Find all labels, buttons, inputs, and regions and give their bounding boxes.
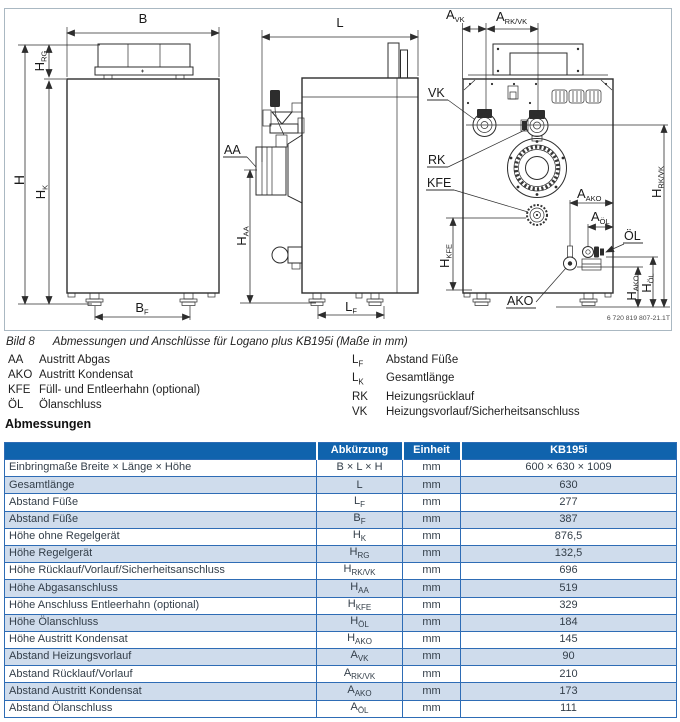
dim-hk [33, 81, 50, 304]
row-value-cell: 876,5 [461, 528, 677, 545]
port-label-aa [223, 143, 256, 167]
dimensions-table-body [5, 460, 677, 718]
svg-text:L: L [336, 15, 344, 30]
figure-caption [6, 336, 671, 348]
legend-left-column [8, 353, 338, 413]
drain-fitting [272, 247, 302, 269]
svg-text:HAKO: HAKO [624, 275, 641, 301]
abbreviation-subscript: RK/VK [351, 671, 376, 681]
row-value-cell: 111 [461, 700, 677, 717]
legend-description: Austritt Abgas [39, 354, 110, 366]
legend-abbreviation: AKO [8, 369, 33, 381]
row-label-cell: Höhe Ölanschluss [5, 614, 317, 631]
legend-item [352, 390, 678, 405]
row-value-cell: 132,5 [461, 545, 677, 562]
row-abbreviation-cell: $H_{RK/VK}$ [317, 563, 403, 580]
abbreviation-subscript: AKO [355, 637, 372, 647]
abbreviation-subscript: KFE [355, 602, 372, 612]
row-abbreviation-cell: B × L × H [317, 460, 403, 477]
header-cell-abbreviation: Abkürzung [317, 443, 403, 460]
vent-louvers [552, 90, 601, 103]
row-unit-cell: mm [403, 683, 461, 700]
svg-text:AVK: $A_{VK}$ [446, 7, 465, 24]
row-abbreviation-cell: $A_{VK}$ [317, 649, 403, 666]
flue-outlet [256, 135, 302, 203]
row-unit-cell: mm [403, 477, 461, 494]
table-row [5, 631, 677, 648]
row-abbreviation-cell: $H_{AA}$ [317, 580, 403, 597]
port-label-ako [506, 268, 566, 308]
dim-aoel [588, 209, 613, 246]
row-unit-cell: mm [403, 700, 461, 717]
row-value-cell: 329 [461, 597, 677, 614]
row-value-cell: 90 [461, 649, 677, 666]
row-value-cell: 696 [461, 563, 677, 580]
row-abbreviation-cell: $A_{ÖL}$ [317, 700, 403, 717]
row-unit-cell: mm [403, 614, 461, 631]
legend-abbreviation: $L_F$ [352, 354, 364, 369]
legend-description: Ölanschluss [39, 399, 102, 411]
legend-item [352, 405, 678, 420]
row-abbreviation-cell: $A_{RK/VK}$ [317, 666, 403, 683]
table-row [5, 460, 677, 477]
section-heading: Abmessungen [5, 417, 92, 431]
row-value-cell: 277 [461, 494, 677, 511]
abbreviation-subscript: F [360, 499, 365, 509]
table-row [5, 649, 677, 666]
abbreviation-subscript: AA [358, 585, 369, 595]
legend-right-column [352, 353, 678, 420]
row-abbreviation-cell: $H_{KFE}$ [317, 597, 403, 614]
legend-abbreviation-subscript: F [358, 359, 364, 369]
back-feet [464, 293, 611, 306]
row-unit-cell: mm [403, 494, 461, 511]
dimensions-table-head [5, 443, 677, 460]
table-row [5, 511, 677, 528]
table-row [5, 614, 677, 631]
abbreviation-subscript: AKO [354, 688, 372, 698]
legend-item [8, 353, 338, 368]
legend-abbreviation: RK [352, 390, 368, 403]
technical-drawing [0, 0, 680, 333]
header-cell-unit: Einheit [403, 443, 461, 460]
row-value-cell: 630 [461, 477, 677, 494]
front-view [11, 11, 219, 320]
legend-item [352, 353, 678, 371]
legend-abbreviation-subscript: K [358, 377, 364, 387]
row-label-cell: Gesamtlänge [5, 477, 317, 494]
row-abbreviation-cell: $B_F$ [317, 511, 403, 528]
vk-port [473, 109, 496, 137]
row-label-cell: Einbringmaße Breite × Länge × Höhe [5, 460, 317, 477]
svg-text:LF: LF [345, 299, 357, 316]
row-abbreviation-cell: $A_{AKO}$ [317, 683, 403, 700]
row-label-cell: Höhe Rücklauf/Vorlauf/Sicherheitsanschluss [5, 563, 317, 580]
svg-text:H: H [11, 174, 27, 186]
row-unit-cell: mm [403, 460, 461, 477]
table-row [5, 494, 677, 511]
row-label-cell: Höhe Regelgerät [5, 545, 317, 562]
port-label-kfe [426, 176, 528, 212]
row-unit-cell: mm [403, 597, 461, 614]
abbreviation-subscript: K [360, 534, 367, 544]
row-label-cell: Höhe ohne Regelgerät [5, 528, 317, 545]
burner-opening [508, 136, 567, 198]
header-cell-empty [5, 443, 317, 460]
dim-bf [95, 300, 190, 320]
dim-haa [234, 170, 316, 303]
row-unit-cell: mm [403, 649, 461, 666]
row-value-cell: 519 [461, 580, 677, 597]
dim-hkfe [437, 218, 526, 290]
table-row [5, 528, 677, 545]
figure-caption-number: Bild 8 [6, 336, 35, 348]
abbreviation-subscript: ÖL [358, 620, 369, 630]
dim-h [11, 45, 100, 304]
svg-text:HK: HK [33, 184, 50, 200]
row-unit-cell: mm [403, 563, 461, 580]
ako-port [564, 246, 577, 270]
svg-text:AÖL: $A_{ÖL}$ [591, 209, 610, 226]
svg-text:ÖL: ÖL [624, 229, 641, 243]
figure-caption-text: Abmessungen und Anschlüsse für Logano plus KB195i (Maße in mm) [52, 336, 408, 348]
svg-text:ARK/VK: $A_{RK/VK}$ [496, 9, 528, 26]
svg-text:KFE: KFE [427, 176, 452, 190]
port-label-oel [606, 229, 643, 252]
row-value-cell: 184 [461, 614, 677, 631]
drawing-number: 6 720 819 807-21.1T [606, 315, 670, 322]
row-unit-cell: mm [403, 666, 461, 683]
legend-description: Heizungsvorlauf/Sicherheitsanschluss [386, 405, 580, 418]
oil-port [582, 247, 604, 271]
svg-text:B: B [138, 11, 148, 26]
row-abbreviation-cell: L [317, 477, 403, 494]
row-unit-cell: mm [403, 631, 461, 648]
abbreviation-subscript: ÖL [357, 706, 369, 716]
dim-hrg [32, 45, 49, 77]
side-view [223, 15, 418, 319]
row-abbreviation-cell: $H_{ÖL}$ [317, 614, 403, 631]
dim-arkvk [487, 9, 538, 112]
row-value-cell: 387 [461, 511, 677, 528]
row-label-cell: Abstand Austritt Kondensat [5, 683, 317, 700]
row-abbreviation-cell: $L_F$ [317, 494, 403, 511]
svg-text:AKO: AKO [507, 294, 534, 308]
row-label-cell: Abstand Ölanschluss [5, 700, 317, 717]
legend-description: Gesamtlänge [386, 372, 455, 385]
row-abbreviation-cell: $H_{RG}$ [317, 545, 403, 562]
header-cell-model: KB195i [461, 443, 677, 460]
svg-text:RK: RK [428, 153, 446, 167]
safety-valve-assembly [263, 90, 304, 135]
dim-l [262, 15, 418, 162]
table-row [5, 683, 677, 700]
legend-description: Abstand Füße [386, 354, 459, 366]
dim-hako [577, 267, 643, 307]
abbreviation-subscript: RG [357, 551, 370, 561]
row-label-cell: Abstand Heizungsvorlauf [5, 649, 317, 666]
figure-border [5, 9, 672, 331]
svg-text:HAA: HAA [234, 226, 251, 246]
legend-abbreviation: AA [8, 354, 24, 366]
row-unit-cell: mm [403, 580, 461, 597]
legend-description: Füll- und Entleerhahn (optional) [39, 384, 201, 396]
row-label-cell: Abstand Füße [5, 494, 317, 511]
dim-avk [446, 7, 486, 112]
table-row [5, 597, 677, 614]
legend-item [8, 398, 338, 413]
legend-description: Heizungsrücklauf [386, 390, 475, 403]
legend-abbreviation: VK [352, 405, 368, 418]
row-value-cell: 145 [461, 631, 677, 648]
row-label-cell: Abstand Rücklauf/Vorlauf [5, 666, 317, 683]
svg-text:AA: AA [224, 143, 241, 157]
dimensions-table [4, 442, 677, 718]
abbreviation-subscript: F [360, 517, 366, 527]
kfe-port [527, 205, 547, 225]
svg-text:HKFE: HKFE [437, 244, 454, 268]
row-value-cell: 173 [461, 683, 677, 700]
legend-abbreviation: $L_K$ [352, 372, 364, 387]
legend-abbreviation: ÖL [8, 399, 24, 411]
table-row [5, 477, 677, 494]
row-unit-cell: mm [403, 528, 461, 545]
header-row [5, 443, 677, 460]
svg-text:BF: BF [135, 300, 149, 317]
table-row [5, 545, 677, 562]
abbreviation-subscript: VK [357, 654, 369, 664]
table-row [5, 666, 677, 683]
row-abbreviation-cell: $H_{AKO}$ [317, 631, 403, 648]
row-unit-cell: mm [403, 511, 461, 528]
row-label-cell: Höhe Austritt Kondensat [5, 631, 317, 648]
svg-text:HÖL: HÖL [639, 273, 656, 293]
table-row [5, 580, 677, 597]
row-value-cell: 210 [461, 666, 677, 683]
legend-abbreviation: KFE [8, 384, 31, 396]
table-row [5, 563, 677, 580]
legend-description: Austritt Kondensat [39, 369, 133, 381]
row-label-cell: Höhe Anschluss Entleerhahn (optional) [5, 597, 317, 614]
svg-text:HRK/VK: HRK/VK [649, 166, 666, 198]
svg-text:HRG: HRG [32, 50, 49, 72]
row-value-cell: 600 × 630 × 1009 [461, 460, 677, 477]
row-unit-cell: mm [403, 545, 461, 562]
svg-text:AAKO: $A_{AKO}$ [577, 186, 602, 203]
abbreviation-subscript: RK/VK [351, 568, 376, 578]
rk-port [521, 110, 548, 137]
svg-text:VK: VK [428, 86, 445, 100]
row-label-cell: Abstand Füße [5, 511, 317, 528]
port-label-rk [427, 129, 527, 167]
legend-item [8, 368, 338, 383]
port-label-vk [427, 86, 474, 119]
row-label-cell: Höhe Abgasanschluss [5, 580, 317, 597]
table-row [5, 700, 677, 717]
legend-item [352, 371, 678, 389]
back-view [426, 7, 670, 322]
row-abbreviation-cell: $H_K$ [317, 528, 403, 545]
legend-item [8, 383, 338, 398]
